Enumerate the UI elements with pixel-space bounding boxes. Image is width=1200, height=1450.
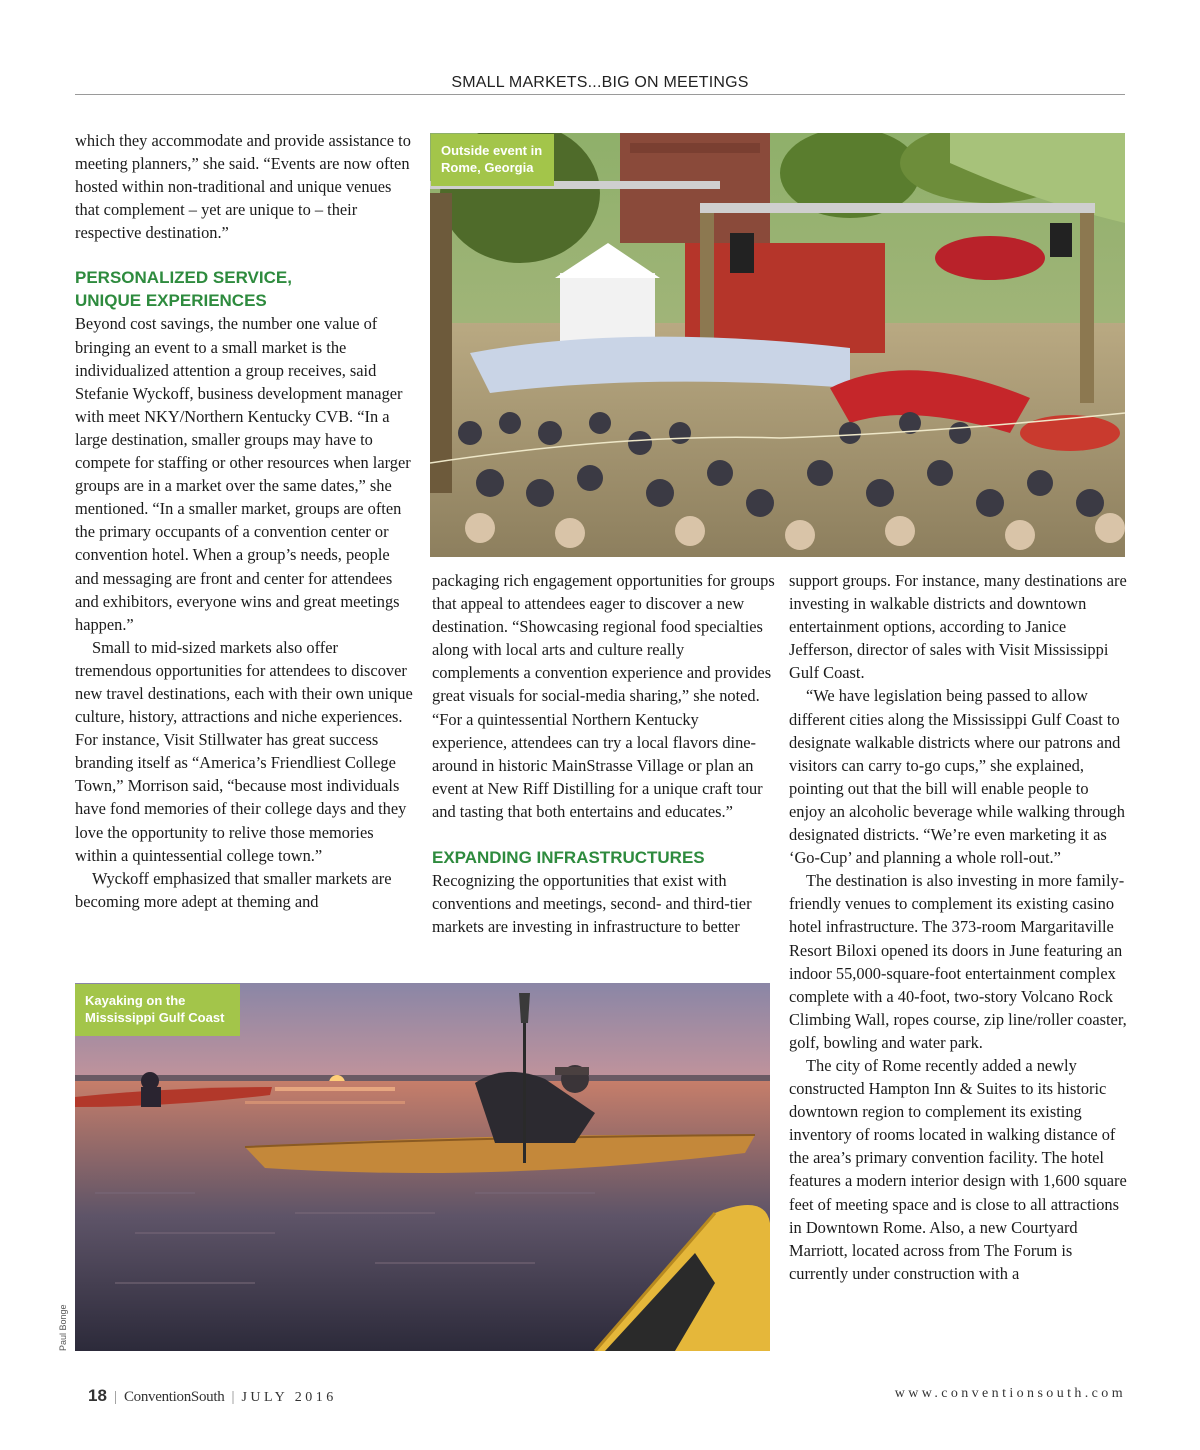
issue-date: JULY 2016 xyxy=(241,1390,337,1405)
paragraph: The city of Rome recently added a newly constructed Hampton Inn & Suites to its historic downtown region to complement its existing inventory of rooms located in walking distance of the area’s primary convention facility. The hotel features a modern interior design with 1,600 square feet of meeting space and is close to all attractions in Downtown Rome. Also, a new Courtyard Marriott, located across from The Forum is currently under construction with a xyxy=(789,1055,1127,1283)
page-number: 18 xyxy=(88,1386,107,1405)
paragraph: “We have legislation being passed to allow different cities along the Mississippi Gulf Coast to designate walkable districts where our patrons and visitors can carry to-go cups,” she explained, pointing out that the bill will enable people to enjoy an alcoholic beverage while walking through designated districts. “We’re even marketing it as ‘Go-Cup’ and planning a whole roll-out.” xyxy=(789,686,1125,868)
photo-credit: Paul Bonge xyxy=(58,1304,68,1351)
section-heading-personalized xyxy=(75,266,415,312)
paragraph: The destination is also investing in more family-friendly venues to complement its existing casino hotel infrastructure. The 373-room Margaritaville Resort Biloxi opened its doors in June featuring an indoor 55,000-square-foot entertainment complex complete with a 40-foot, two-story Volcano Rock Climbing Wall, ropes course, zip line/roller coaster, golf, bowling and water park. xyxy=(789,871,1127,1052)
heading-line: PERSONALIZED SERVICE, xyxy=(75,268,292,288)
section-heading-infrastructures: EXPANDING INFRASTRUCTURES xyxy=(432,848,705,868)
footer-url: www.conventionsouth.com xyxy=(894,1386,1126,1401)
column-3 xyxy=(789,569,1129,1285)
paragraph: Recognizing the opportunities that exist with conventions and meetings, second- and third-tier markets are investing in infrastructure to better xyxy=(432,871,752,937)
header-divider xyxy=(75,94,1125,95)
kayaking-photo xyxy=(75,983,770,1351)
footer-separator: | xyxy=(113,1389,117,1405)
column-1 xyxy=(75,129,415,913)
paragraph: Small to mid-sized markets also offer tremendous opportunities for attendees to discover new travel destinations, each with their own unique culture, history, attractions and niche experiences. For instance, Visit Stillwater has great success branding itself as “America’s Friendliest College Town,” Morrison said, “because most individuals have fond memories of their college days and they love the opportunity to relive those memories within a quintessential college town.” xyxy=(75,637,413,865)
heading-line: UNIQUE EXPERIENCES xyxy=(75,291,267,311)
paragraph: packaging rich engagement opportunities for groups that appeal to attendees eager to discover a new destination. “Showcasing regional food specialties along with local arts and culture really complements a convention experience and provides great visuals for social-media sharing,” she noted. “For a quintessential Northern Kentucky experience, attendees can try a local flavors dine-around in historic MainStrasse Village or plan an event at New Riff Distilling for a unique craft tour and tasting that both entertains and educates.” xyxy=(432,571,775,821)
outdoor-event-photo xyxy=(430,133,1125,557)
column-2 xyxy=(432,569,775,938)
footer-left xyxy=(88,1386,337,1406)
running-header: SMALL MARKETS...BIG ON MEETINGS xyxy=(451,74,749,91)
paragraph: support groups. For instance, many destinations are investing in walkable districts and downtown entertainment options, according to Janice Jefferson, director of sales with Visit Mississippi Gulf Coast. xyxy=(789,571,1127,683)
paragraph: which they accommodate and provide assistance to meeting planners,” she said. “Events are now often hosted within non-traditional and unique venues that complement – yet are unique to – their respective destination.” xyxy=(75,131,411,243)
magazine-name: ConventionSouth xyxy=(123,1389,225,1405)
paragraph: Beyond cost savings, the number one value of bringing an event to a small market is the individualized attention a group receives, said Stefanie Wyckoff, business development manager with meet NKY/Northern Kentucky CVB. “In a large destination, smaller groups may have to compete for staffing or other resources when larger groups are in a market over the same dates,” she mentioned. “In a smaller market, groups are often the primary occupants of a convention center or convention hotel. When a group’s needs, people and messaging are front and center for attendees and exhibitors, everyone wins and great meetings happen.” xyxy=(75,314,411,634)
paragraph: Wyckoff emphasized that smaller markets are becoming more adept at theming and xyxy=(75,868,392,911)
photo-caption-rome: Outside event in Rome, Georgia xyxy=(431,134,554,186)
footer-separator: | xyxy=(231,1389,235,1405)
photo-caption-kayaking: Kayaking on the Mississippi Gulf Coast xyxy=(75,984,240,1036)
